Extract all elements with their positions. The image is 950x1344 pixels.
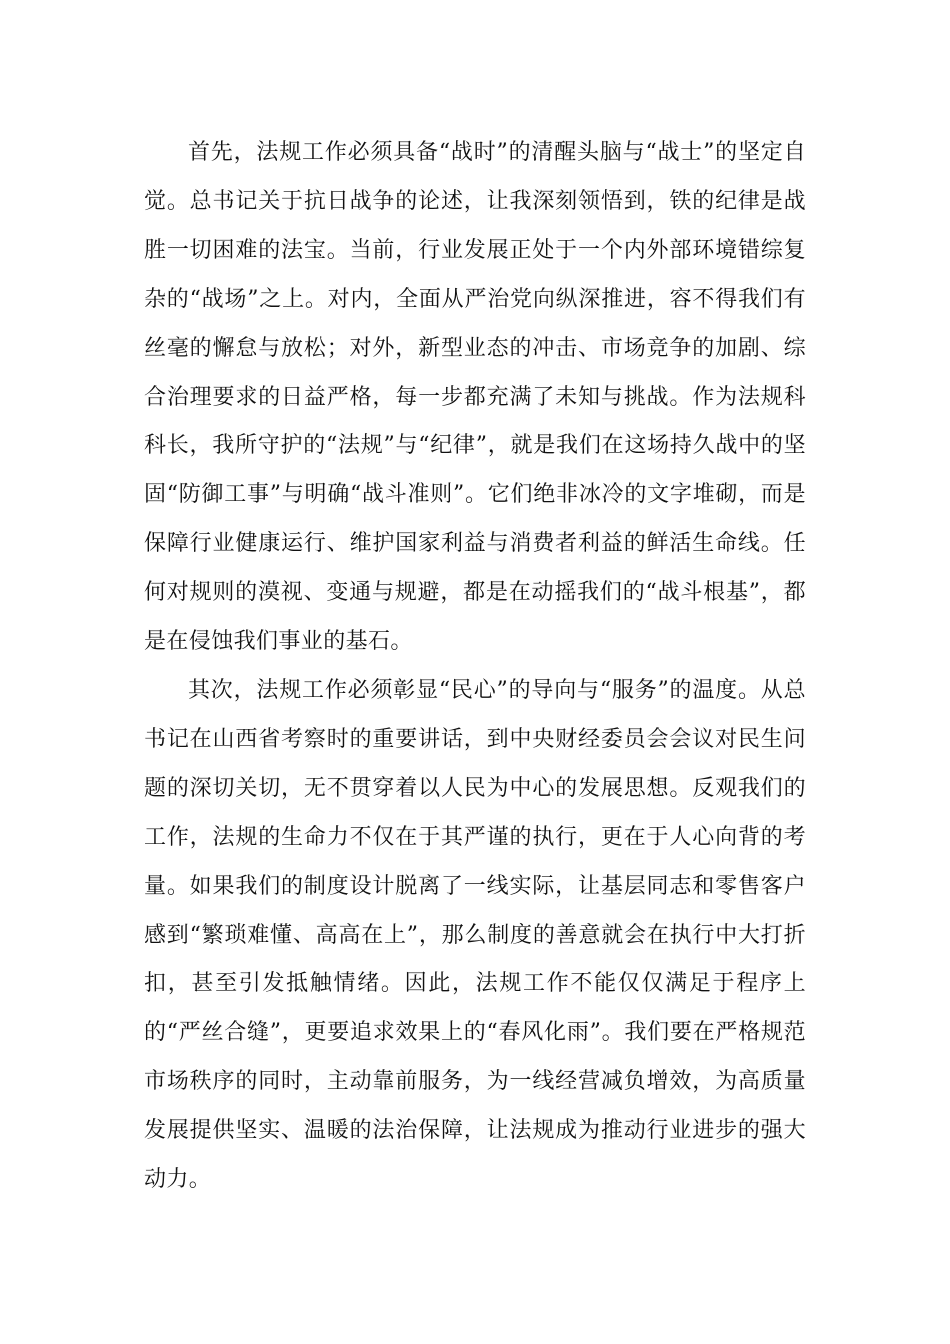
paragraph-2: 其次，法规工作必须彰显“民心”的导向与“服务”的温度。从总书记在山西省考察时的重要讲话，到中央财经委员会会议对民生问题的深切关切，无不贯穿着以人民为中心的发展思想。反观我们的工作，法规的生命力不仅在于其严谨的执行，更在于人心向背的考量。如果我们的制度设计脱离了一线实际，让基层同志和零售客户感到“繁琐难懂、高高在上”，那么制度的善意就会在执行中大打折扣，甚至引发抵触情绪。因此，法规工作不能仅仅满足于程序上的“严丝合缝”，更要追求效果上的“春风化雨”。我们要在严格规范市场秩序的同时，主动靠前服务，为一线经营减负增效，为高质量发展提供坚实、温暖的法治保障，让法规成为推动行业进步的强大动力。 [144,677,806,1193]
paragraph-1: 首先，法规工作必须具备“战时”的清醒头脑与“战士”的坚定自觉。总书记关于抗日战争的论述，让我深刻领悟到，铁的纪律是战胜一切困难的法宝。当前，行业发展正处于一个内外部环境错综复杂的“战场”之上。对内，全面从严治党向纵深推进，容不得我们有丝毫的懈怠与放松；对外，新型业态的冲击、市场竞争的加剧、综合治理要求的日益严格，每一步都充满了未知与挑战。作为法规科科长，我所守护的“法规”与“纪律”，就是我们在这场持久战中的坚固“防御工事”与明确“战斗准则”。它们绝非冰冷的文字堆砌，而是保障行业健康运行、维护国家利益与消费者利益的鲜活生命线。任何对规则的漠视、变通与规避，都是在动摇我们的“战斗根基”，都是在侵蚀我们事业的基石。 [144,140,806,655]
document-body [144,129,806,1205]
